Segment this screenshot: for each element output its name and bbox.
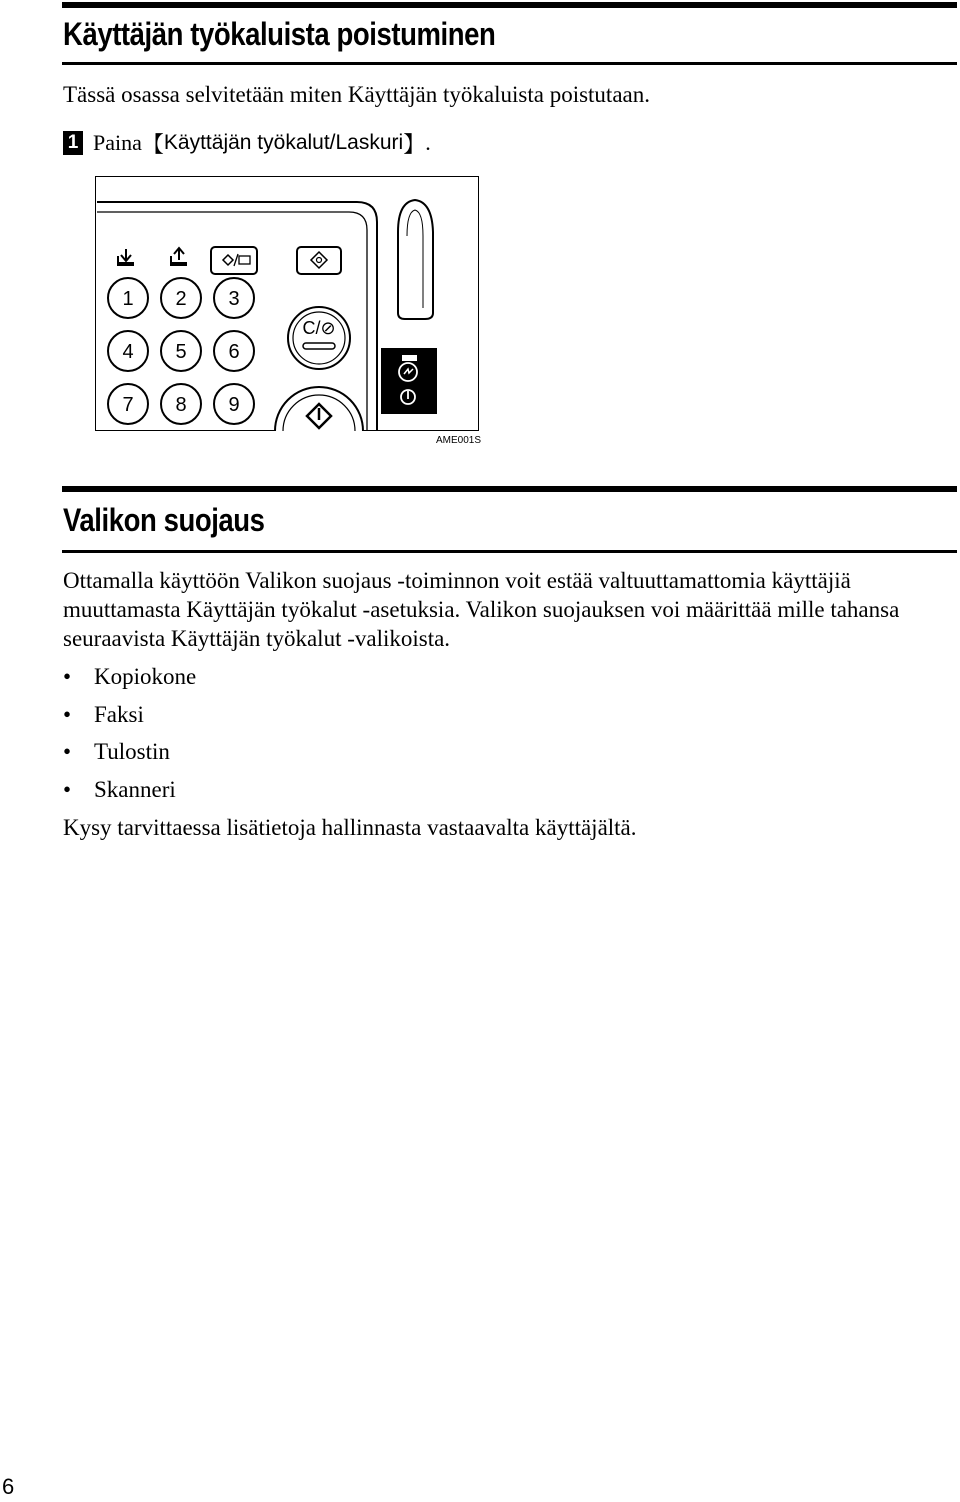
- user-tools-counter-key: [211, 247, 257, 274]
- figure-code: AME001S: [436, 435, 482, 446]
- keypad-key-label: 1: [122, 288, 134, 310]
- list-item: • Faksi: [63, 696, 196, 734]
- section2-title-rule: [62, 550, 957, 553]
- keypad-key-label: 3: [228, 288, 240, 310]
- keypad-key-label: 9: [228, 394, 240, 416]
- key-close-bracket: 】: [403, 132, 426, 158]
- control-panel-illustration: [95, 176, 479, 431]
- keypad-key-4: [108, 331, 148, 371]
- section-title-exit: Käyttäjän työkaluista poistuminen: [63, 16, 496, 52]
- keypad-key-7: [108, 384, 148, 424]
- keypad-key-label: 6: [228, 341, 240, 363]
- keypad-key-label: 5: [175, 341, 187, 363]
- menu-list: [63, 658, 196, 808]
- key-name-user-tools-counter: Käyttäjän työkalut/Laskuri: [163, 131, 404, 154]
- key-open-bracket: 【: [141, 132, 164, 158]
- keypad-key-label: 7: [122, 394, 134, 416]
- section-title-menu-protect: Valikon suojaus: [63, 502, 265, 538]
- list-item: • Kopiokone: [63, 658, 196, 696]
- step-1: [63, 128, 431, 158]
- keypad-key-label: 8: [175, 394, 187, 416]
- clear-stop-icon: C/⊘: [302, 318, 336, 338]
- section-title-rule: [62, 62, 957, 65]
- keypad-key-2: [161, 278, 201, 318]
- step-verb: Paina: [93, 130, 142, 155]
- operation-panel-handle: [398, 200, 433, 319]
- keypad-key-9: [214, 384, 254, 424]
- keypad-key-3: [214, 278, 254, 318]
- menu-protect-paragraph: Ottamalla käyttöön Valikon suojaus -toiminnon voit estää valtuuttamattomia käyttäjiä muuttamasta Käyttäjän työkalut -asetuksia. Valikon suojauksen voi määrittää mille tahansa seuraavista Käyttäjän työkalut -valikoista.: [63, 568, 900, 651]
- keypad-key-6: [214, 331, 254, 371]
- keypad-key-1: [108, 278, 148, 318]
- keypad-key-8: [161, 384, 201, 424]
- step-period: .: [425, 130, 431, 155]
- clear-modes-key: [297, 247, 341, 274]
- list-item: • Skanneri: [63, 771, 196, 809]
- page-number: 6: [2, 1474, 15, 1499]
- clear-stop-key: [288, 307, 350, 369]
- section2-top-rule: [62, 486, 957, 492]
- list-item: • Tulostin: [63, 733, 196, 771]
- keypad-key-5: [161, 331, 201, 371]
- intro-paragraph: Tässä osassa selvitetään miten Käyttäjän työkaluista poistutaan.: [63, 82, 650, 107]
- closing-paragraph: Kysy tarvittaessa lisätietoja hallinnasta vastaavalta käyttäjältä.: [63, 815, 637, 840]
- top-rule: [62, 2, 957, 8]
- step-number-badge: 1: [63, 131, 83, 155]
- keypad-key-label: 4: [122, 341, 134, 363]
- keypad-key-label: 2: [175, 288, 187, 310]
